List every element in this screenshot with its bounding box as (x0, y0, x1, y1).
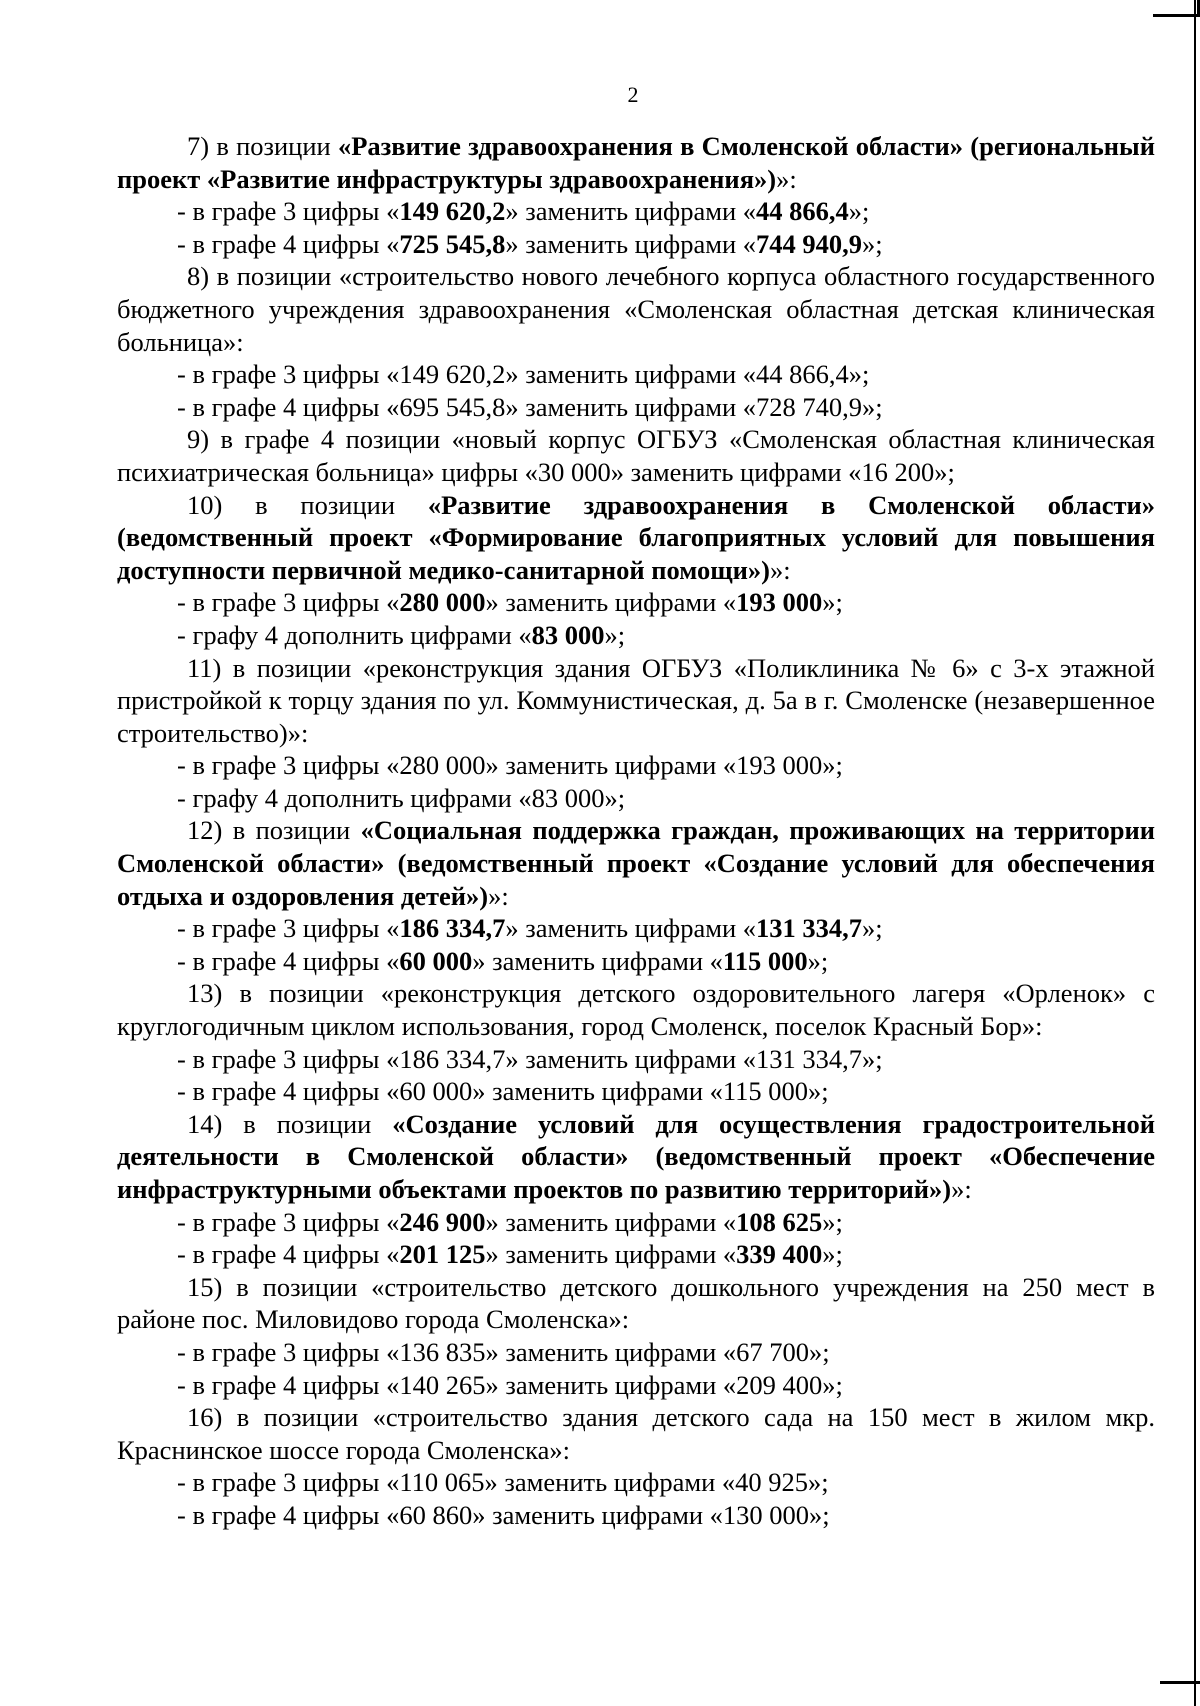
clause-15: 15) в позиции «строительство детского дошкольного учреждения на 250 мест в районе пос. Миловидово города Смоленска»: (117, 1271, 1155, 1335)
clause-8-sub-1: - в графе 3 цифры «149 620,2» заменить цифрами «44 866,4»; (177, 359, 870, 390)
clause-7-sub-2: - в графе 4 цифры «725 545,8» заменить цифрами «744 940,9»; (177, 228, 883, 259)
clause-11-sub-1: - в графе 3 цифры «280 000» заменить цифрами «193 000»; (177, 750, 843, 781)
clause-8-sub-2: - в графе 4 цифры «695 545,8» заменить цифрами «728 740,9»; (177, 391, 883, 422)
clause-15-sub-2: - в графе 4 цифры «140 265» заменить цифрами «209 400»; (177, 1369, 843, 1400)
clause-13: 13) в позиции «реконструкция детского оздоровительного лагеря «Орленок» с круглогодичным циклом использования, город Смоленск, поселок Красный Бор»: (117, 978, 1155, 1042)
clause-14-sub-1: - в графе 3 цифры «246 900» заменить цифрами «108 625»; (177, 1206, 843, 1237)
clause-14-sub-2: - в графе 4 цифры «201 125» заменить цифрами «339 400»; (177, 1239, 843, 1270)
clause-13-sub-1: - в графе 3 цифры «186 334,7» заменить цифрами «131 334,7»; (177, 1043, 883, 1074)
scan-bottom-mark (1160, 1681, 1200, 1684)
clause-11: 11) в позиции «реконструкция здания ОГБУЗ «Поликлиника № 6» с 3-х этажной пристройкой к торцу здания по ул. Коммунистическая, д. 5а в г. Смоленске (незавершенное строительство)»: (117, 652, 1155, 748)
clause-8: 8) в позиции «строительство нового лечебного корпуса областного государственного бюджетного учреждения здравоохранения «Смоленская областная детская клиническая больница»: (117, 261, 1155, 357)
scan-edge-line (1194, 0, 1196, 1706)
clause-12: 12) в позиции «Социальная поддержка граждан, проживающих на территории Смоленской области» (ведомственный проект «Создание условий для обеспечения отдыха и оздоровления детей»)»: (117, 815, 1155, 911)
page-number: 2 (627, 82, 639, 107)
clause-10-sub-2: - графу 4 дополнить цифрами «83 000»; (177, 619, 626, 650)
clause-12-sub-2: - в графе 4 цифры «60 000» заменить цифрами «115 000»; (177, 945, 829, 976)
clause-7-sub-1: - в графе 3 цифры «149 620,2» заменить цифрами «44 866,4»; (177, 196, 870, 227)
clause-lead: 7) в позиции (187, 131, 338, 161)
clause-15-sub-1: - в графе 3 цифры «136 835» заменить цифрами «67 700»; (177, 1336, 830, 1367)
clause-9: 9) в графе 4 позиции «новый корпус ОГБУЗ «Смоленская областная клиническая психиатрическая больница» цифры «30 000» заменить цифрами «16 200»; (117, 424, 1155, 487)
clause-tail: »: (776, 163, 797, 194)
clause-bold-title: «Развитие здравоохранения в Смоленской области» (региональный проект «Развитие инфраструктуры здравоохранения») (117, 131, 1155, 194)
clause-7 (117, 130, 1155, 195)
clause-16: 16) в позиции «строительство здания детского сада на 150 мест в жилом мкр. Краснинское шоссе города Смоленска»: (117, 1402, 1155, 1465)
clause-16-sub-2: - в графе 4 цифры «60 860» заменить цифрами «130 000»; (177, 1499, 830, 1530)
clause-11-sub-2: - графу 4 дополнить цифрами «83 000»; (177, 782, 626, 813)
scan-corner-mark (1153, 0, 1200, 17)
clause-14: 14) в позиции «Создание условий для осуществления градостроительной деятельности в Смоленской области» (ведомственный проект «Обеспечение инфраструктурными объектами проектов по развитию территорий»)»: (117, 1108, 1155, 1204)
clause-10-sub-1: - в графе 3 цифры «280 000» заменить цифрами «193 000»; (177, 587, 843, 618)
clause-16-sub-1: - в графе 3 цифры «110 065» заменить цифрами «40 925»; (177, 1467, 829, 1498)
clause-10: 10) в позиции «Развитие здравоохранения в Смоленской области» (ведомственный проект «Формирование благоприятных условий для повышения доступности первичной медико-санитарной помощи»)»: (117, 489, 1156, 585)
document-body (117, 130, 1155, 1532)
clause-12-sub-1: - в графе 3 цифры «186 334,7» заменить цифрами «131 334,7»; (177, 913, 883, 944)
clause-13-sub-2: - в графе 4 цифры «60 000» заменить цифрами «115 000»; (177, 1076, 829, 1107)
